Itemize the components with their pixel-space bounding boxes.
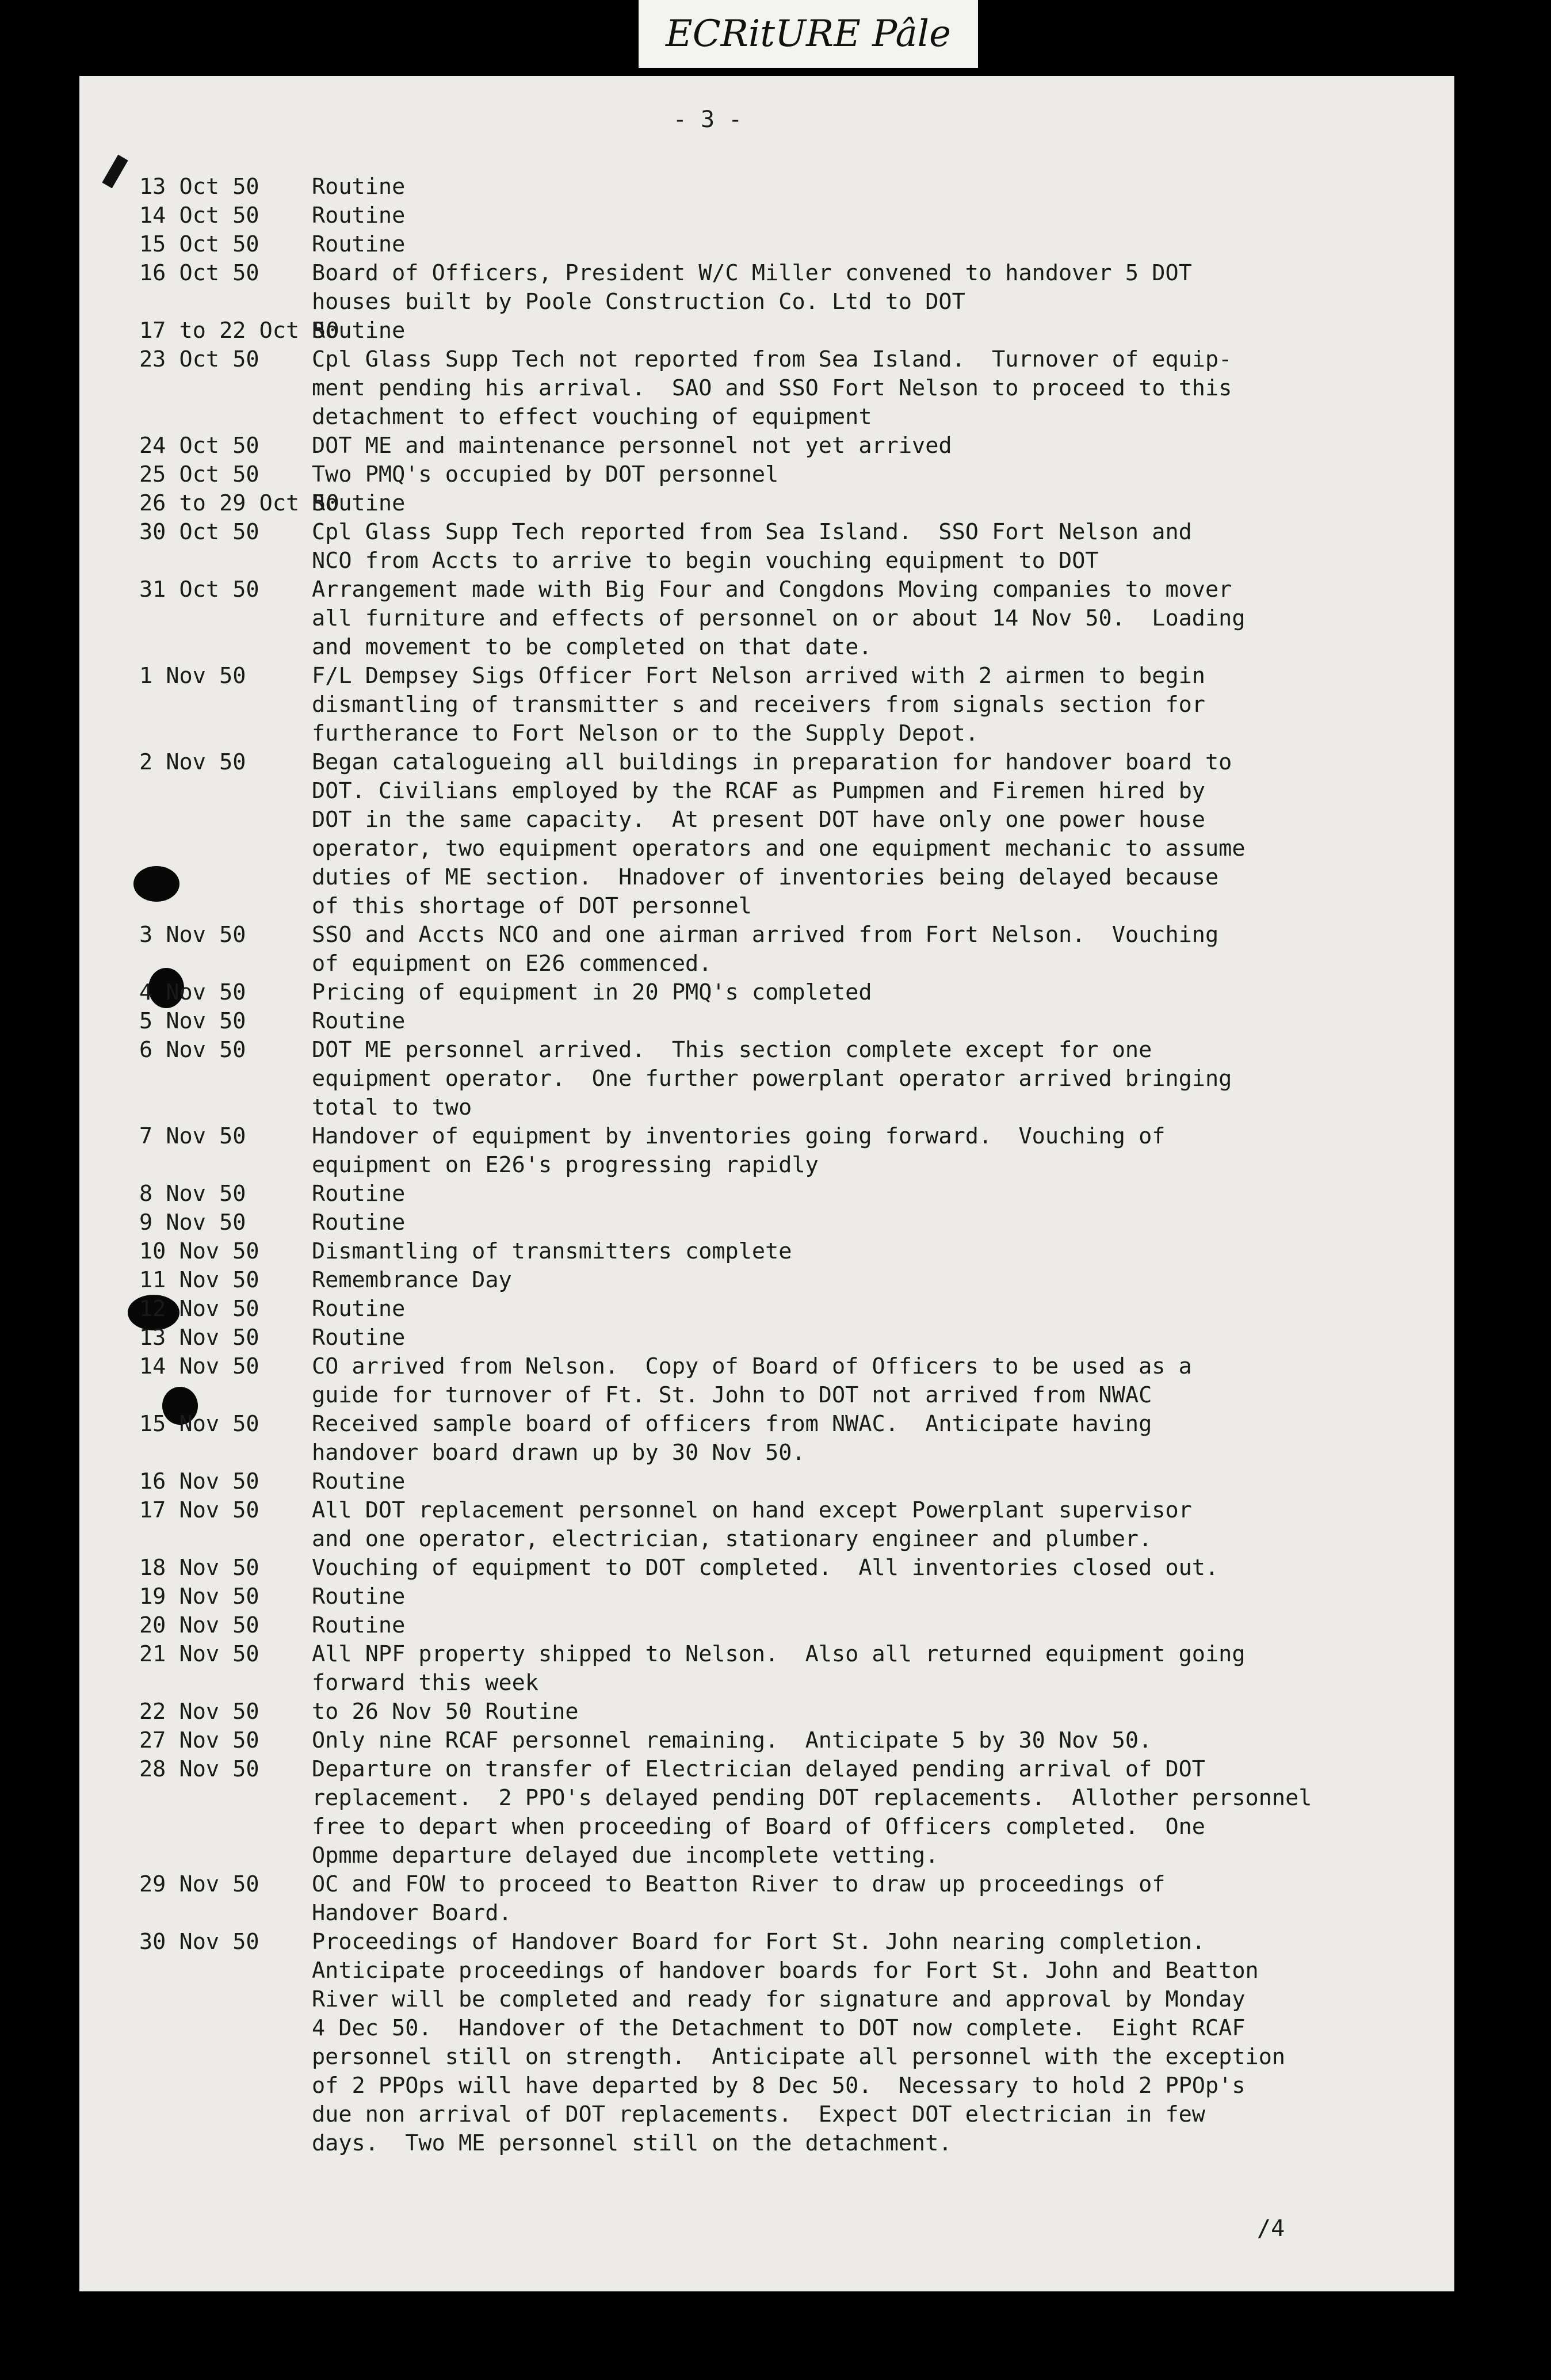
diary-entry <box>139 575 1376 662</box>
diary-entry <box>139 1180 1376 1208</box>
entry-text: Routine <box>312 1181 406 1207</box>
diary-entry <box>139 1208 1376 1237</box>
entry-text: CO arrived from Nelson. Copy of Board of Officers to be used as a guide for turnover of Ft. St. John to DOT not arrived from NWAC <box>312 1353 1192 1408</box>
diary-entry <box>139 1582 1376 1611</box>
diary-entries <box>139 173 1376 2158</box>
entry-date: 22 Nov 50 <box>139 1699 259 1725</box>
page-number: - 3 - <box>673 106 743 133</box>
diary-entry <box>139 1036 1376 1122</box>
entry-date: 13 Nov 50 <box>139 1325 259 1351</box>
diary-entry <box>139 345 1376 432</box>
diary-entry <box>139 1237 1376 1266</box>
diary-entry <box>139 460 1376 489</box>
entry-text: Routine <box>312 1008 406 1034</box>
diary-entry <box>139 201 1376 230</box>
entry-date: 9 Nov 50 <box>139 1210 246 1235</box>
entry-text: to 26 Nov 50 Routine <box>312 1699 579 1725</box>
entry-text: Departure on transfer of Electrician delayed pending arrival of DOT replacement. 2 PPO's delayed pending DOT replacements. Allother personnel free to depart when proceeding of Board of Officers completed. One Opmme departure delayed due incomplete vetting. <box>312 1756 1312 1868</box>
entry-text: Remembrance Day <box>312 1267 512 1293</box>
entry-text: Handover of equipment by inventories going forward. Vouching of equipment on E26's progressing rapidly <box>312 1123 1166 1178</box>
entry-date: 21 Nov 50 <box>139 1641 259 1667</box>
entry-text: Only nine RCAF personnel remaining. Anticipate 5 by 30 Nov 50. <box>312 1727 1152 1753</box>
entry-text: Routine <box>312 318 406 344</box>
entry-date: 28 Nov 50 <box>139 1756 259 1782</box>
entry-text: Routine <box>312 231 406 257</box>
entry-text: Routine <box>312 1210 406 1235</box>
entry-date: 16 Oct 50 <box>139 260 259 286</box>
diary-entry <box>139 173 1376 201</box>
diary-entry <box>139 1410 1376 1467</box>
entry-text: Routine <box>312 1612 406 1638</box>
entry-date: 14 Oct 50 <box>139 203 259 228</box>
entry-text: Vouching of equipment to DOT completed. All inventories closed out. <box>312 1555 1219 1581</box>
entry-date: 12 Nov 50 <box>139 1296 259 1322</box>
diary-entry <box>139 1726 1376 1755</box>
diary-entry <box>139 1755 1376 1870</box>
header-tag: ECRitURE Pâle <box>639 0 978 68</box>
diary-entry <box>139 921 1376 978</box>
entry-text: Routine <box>312 203 406 228</box>
diary-entry <box>139 489 1376 518</box>
diary-entry <box>139 1611 1376 1640</box>
diary-entry <box>139 1698 1376 1726</box>
entry-text: Received sample board of officers from NWAC. Anticipate having handover board drawn up by 30 Nov 50. <box>312 1411 1152 1466</box>
entry-text: Cpl Glass Supp Tech not reported from Sea Island. Turnover of equip- ment pending his arrival. SAO and SSO Fort Nelson to proceed to this detachment to effect vouching of equipment <box>312 346 1232 430</box>
diary-entry <box>139 1870 1376 1928</box>
diary-entry <box>139 230 1376 259</box>
entry-date: 13 Oct 50 <box>139 174 259 200</box>
diary-entry <box>139 1554 1376 1582</box>
entry-text: Board of Officers, President W/C Miller convened to handover 5 DOT houses built by Poole Construction Co. Ltd to DOT <box>312 260 1192 315</box>
diary-entry <box>139 1467 1376 1496</box>
entry-date: 8 Nov 50 <box>139 1181 246 1207</box>
entry-date: 1 Nov 50 <box>139 663 246 689</box>
continuation-marker: /4 <box>1257 2215 1285 2242</box>
diary-entry <box>139 978 1376 1007</box>
entry-date: 3 Nov 50 <box>139 922 246 948</box>
entry-date: 7 Nov 50 <box>139 1123 246 1149</box>
entry-text: DOT ME and maintenance personnel not yet arrived <box>312 433 952 459</box>
entry-date: 2 Nov 50 <box>139 749 246 775</box>
entry-date: 16 Nov 50 <box>139 1469 259 1494</box>
entry-text: F/L Dempsey Sigs Officer Fort Nelson arrived with 2 airmen to begin dismantling of transmitter s and receivers from signals section for furtherance to Fort Nelson or to the Supply Depot. <box>312 663 1205 746</box>
diary-entry <box>139 1122 1376 1180</box>
diary-entry <box>139 316 1376 345</box>
entry-text: Routine <box>312 174 406 200</box>
diary-entry <box>139 1352 1376 1410</box>
entry-date: 17 Nov 50 <box>139 1497 259 1523</box>
diary-entry <box>139 259 1376 316</box>
entry-text: Two PMQ's occupied by DOT personnel <box>312 461 779 487</box>
entry-text: DOT ME personnel arrived. This section complete except for one equipment operator. One further powerplant operator arrived bringing total to two <box>312 1037 1232 1120</box>
entry-date: 18 Nov 50 <box>139 1555 259 1581</box>
entry-text: Arrangement made with Big Four and Congdons Moving companies to mover all furniture and effects of personnel on or about 14 Nov 50. Loading and movement to be completed on that date. <box>312 577 1246 660</box>
entry-date: 25 Oct 50 <box>139 461 259 487</box>
entry-date: 23 Oct 50 <box>139 346 259 372</box>
entry-date: 10 Nov 50 <box>139 1238 259 1264</box>
entry-date: 15 Nov 50 <box>139 1411 259 1437</box>
diary-entry <box>139 748 1376 921</box>
entry-text: Routine <box>312 1325 406 1351</box>
diary-entry <box>139 1295 1376 1324</box>
diary-entry <box>139 432 1376 460</box>
diary-entry <box>139 1496 1376 1554</box>
entry-text: OC and FOW to proceed to Beatton River to draw up proceedings of Handover Board. <box>312 1871 1166 1926</box>
entry-text: Routine <box>312 490 406 516</box>
entry-date: 29 Nov 50 <box>139 1871 259 1897</box>
entry-date: 27 Nov 50 <box>139 1727 259 1753</box>
entry-date: 20 Nov 50 <box>139 1612 259 1638</box>
diary-entry <box>139 518 1376 575</box>
entry-date: 30 Oct 50 <box>139 519 259 545</box>
entry-text: All NPF property shipped to Nelson. Also all returned equipment going forward this week <box>312 1641 1246 1696</box>
diary-entry <box>139 1928 1376 2158</box>
entry-date: 24 Oct 50 <box>139 433 259 459</box>
diary-entry <box>139 1640 1376 1698</box>
entry-text: SSO and Accts NCO and one airman arrived from Fort Nelson. Vouching of equipment on E26 commenced. <box>312 922 1219 977</box>
entry-date: 26 to 29 Oct 50 <box>139 490 339 516</box>
entry-date: 17 to 22 Oct 50 <box>139 318 339 344</box>
entry-text: Began catalogueing all buildings in preparation for handover board to DOT. Civilians employed by the RCAF as Pumpmen and Firemen hired by DOT in the same capacity. At present DOT have only one power house operator, two equipment operators and one equipment mechanic to assume duties of ME section. Hnadover of inventories being delayed because of this shortage of DOT personnel <box>312 749 1246 919</box>
entry-text: Routine <box>312 1469 406 1494</box>
entry-date: 31 Oct 50 <box>139 577 259 602</box>
entry-date: 6 Nov 50 <box>139 1037 246 1063</box>
entry-text: Proceedings of Handover Board for Fort St. John nearing completion. Anticipate proceedings of handover boards for Fort St. John and Beatton River will be completed and ready for signature and approval by Monday 4 Dec 50. Handover of the Detachment to DOT now complete. Eight RCAF personnel still on strength. Anticipate all personnel with the exception of 2 PPOps will have departed by 8 Dec 50. Necessary to hold 2 PPOp's due non arrival of DOT replacements. Expect DOT electrician in few days. Two ME personnel still on the detachment. <box>312 1929 1286 2156</box>
entry-date: 4 Nov 50 <box>139 979 246 1005</box>
entry-date: 15 Oct 50 <box>139 231 259 257</box>
entry-text: Cpl Glass Supp Tech reported from Sea Island. SSO Fort Nelson and NCO from Accts to arrive to begin vouching equipment to DOT <box>312 519 1192 574</box>
entry-date: 30 Nov 50 <box>139 1929 259 1955</box>
entry-date: 14 Nov 50 <box>139 1353 259 1379</box>
diary-entry <box>139 1324 1376 1352</box>
entry-date: 11 Nov 50 <box>139 1267 259 1293</box>
diary-entry <box>139 1007 1376 1036</box>
entry-text: All DOT replacement personnel on hand except Powerplant supervisor and one operator, electrician, stationary engineer and plumber. <box>312 1497 1192 1552</box>
entry-text: Dismantling of transmitters complete <box>312 1238 792 1264</box>
entry-text: Routine <box>312 1296 406 1322</box>
entry-text: Routine <box>312 1584 406 1609</box>
entry-date: 19 Nov 50 <box>139 1584 259 1609</box>
diary-entry <box>139 662 1376 748</box>
entry-date: 5 Nov 50 <box>139 1008 246 1034</box>
entry-text: Pricing of equipment in 20 PMQ's completed <box>312 979 872 1005</box>
diary-entry <box>139 1266 1376 1295</box>
